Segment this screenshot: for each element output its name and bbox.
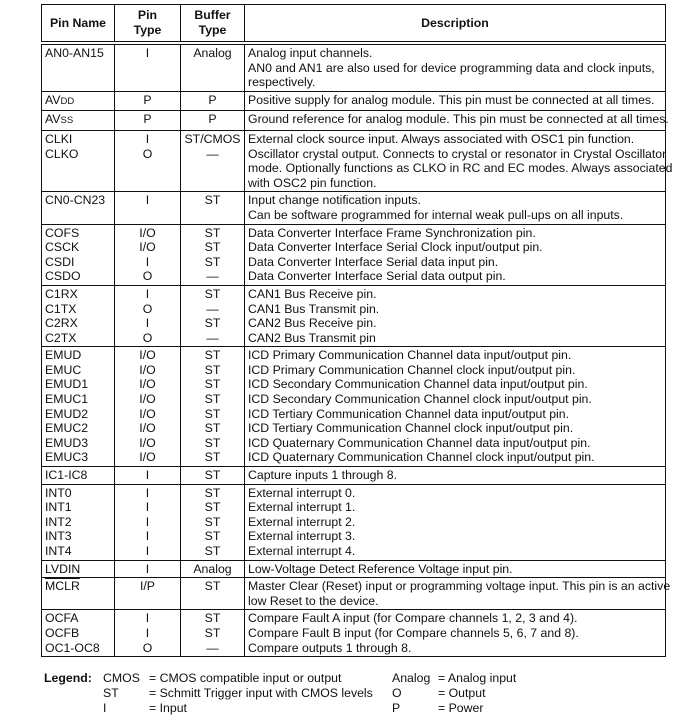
- pin-name: C1RX: [45, 286, 78, 301]
- description-line: CAN2 Bus Transmit pin: [248, 330, 376, 345]
- pin-type-cell: [115, 578, 181, 610]
- pin-type: I: [145, 286, 150, 301]
- pin-type: I/O: [139, 450, 156, 465]
- pin-type: P: [143, 92, 152, 107]
- buffer-type: ST: [204, 225, 221, 240]
- pin-name: EMUD3: [45, 435, 89, 450]
- table-row-group: [42, 610, 666, 657]
- buffer-type-cell: [181, 192, 245, 224]
- table-row-group: [42, 192, 666, 224]
- pin-type: I/O: [139, 392, 156, 407]
- pin-type-cell: [115, 111, 181, 131]
- spacer: [118, 61, 177, 76]
- description-line: Ground reference for analog module. This pin must be connected at all times.: [248, 112, 669, 127]
- buffer-type-cell: [181, 285, 245, 346]
- pin-name: CLKI: [45, 131, 73, 146]
- description-line: ICD Quaternary Communication Channel clock input/output pin.: [248, 450, 595, 465]
- description-line: low Reset to the device.: [248, 593, 379, 608]
- buffer-type: ST: [204, 240, 221, 255]
- legend-value-i: = Input: [149, 701, 187, 715]
- table-row-group: [42, 560, 666, 578]
- table-row-group: [42, 285, 666, 346]
- pin-name-cell: [42, 484, 115, 560]
- legend-value-cmos: = CMOS compatible input or output: [149, 671, 342, 685]
- pin-type: I: [145, 316, 150, 331]
- buffer-type-cell: [181, 610, 245, 657]
- table-row-group: [42, 224, 666, 285]
- description-line: CAN1 Bus Transmit pin.: [248, 301, 380, 316]
- pin-name-cell: [42, 91, 115, 111]
- spacer: [118, 208, 177, 223]
- pin-name: COFS: [45, 225, 80, 240]
- description-cell: [245, 484, 666, 560]
- buffer-type: ST: [204, 544, 221, 558]
- buffer-type-cell: [181, 347, 245, 467]
- description-line: External interrupt 3.: [248, 529, 356, 544]
- table-row-group: [42, 43, 666, 91]
- header-pin-type: Pin Type: [115, 5, 181, 44]
- spacer: [45, 75, 111, 90]
- description-line: Low-Voltage Detect Reference Voltage input pin.: [248, 561, 513, 576]
- description-cell: [245, 224, 666, 285]
- description-line: Compare Fault A input (for Compare channels 1, 2, 3 and 4).: [248, 611, 578, 626]
- description-line: Compare outputs 1 through 8.: [248, 640, 412, 655]
- pin-name-cell: [42, 578, 115, 610]
- description-line: CAN1 Bus Receive pin.: [248, 286, 377, 301]
- pin-name-cell: [42, 192, 115, 224]
- header-pin-name: Pin Name: [42, 5, 115, 44]
- pin-type: I/O: [139, 377, 156, 392]
- buffer-type: ST: [204, 421, 221, 436]
- pin-name: INT2: [45, 514, 72, 529]
- description-cell: [245, 285, 666, 346]
- pin-type-cell: [115, 347, 181, 467]
- pin-name: INT3: [45, 529, 72, 544]
- description-line: mode. Optionally functions as CLKO in RC and EC modes. Always associated: [248, 161, 673, 176]
- description-cell: [245, 91, 666, 111]
- description-line: Can be software programmed for internal weak pull-ups on all inputs.: [248, 207, 624, 222]
- pin-type: I/O: [139, 240, 156, 255]
- pin-name-cell: [42, 467, 115, 485]
- buffer-type: —: [206, 269, 219, 284]
- pin-name: IC1-IC8: [45, 468, 88, 483]
- pin-type: I: [145, 46, 150, 60]
- description-cell: [245, 610, 666, 657]
- spacer: [45, 594, 111, 609]
- pin-type: I: [145, 544, 150, 558]
- buffer-type: P: [208, 112, 217, 127]
- pin-name: EMUD2: [45, 406, 89, 421]
- buffer-type: P: [208, 92, 217, 107]
- buffer-type: ST: [204, 579, 221, 594]
- pin-name: INT1: [45, 500, 72, 515]
- description-line: Data Converter Interface Serial data input pin.: [248, 254, 499, 269]
- pin-name-cell: [42, 610, 115, 657]
- pin-type-cell: [115, 484, 181, 560]
- pin-type: I/P: [139, 579, 156, 594]
- buffer-type-cell: [181, 91, 245, 111]
- buffer-type: —: [206, 640, 219, 655]
- buffer-type: Analog: [193, 561, 232, 576]
- pin-name: C1TX: [45, 301, 77, 316]
- pin-type: I/O: [139, 435, 156, 450]
- pin-name: AN0-AN15: [45, 46, 104, 60]
- header-buffer-type: Buffer Type: [181, 5, 245, 44]
- legend-value-o: = Output: [438, 686, 486, 700]
- legend-label: Legend:: [44, 671, 92, 685]
- buffer-type: ST: [204, 392, 221, 407]
- pin-type: I: [145, 131, 150, 146]
- pin-name: MCLR: [45, 579, 80, 594]
- pin-type-cell: [115, 130, 181, 191]
- pin-type: I: [145, 561, 150, 576]
- pin-name: EMUC2: [45, 421, 89, 436]
- buffer-type: ST: [204, 406, 221, 421]
- description-line: ICD Tertiary Communication Channel clock input/output pin.: [248, 421, 574, 436]
- spacer: [45, 161, 111, 176]
- description-cell: [245, 578, 671, 610]
- pin-type-cell: [115, 560, 181, 578]
- buffer-type: ST: [204, 625, 221, 640]
- description-cell: [245, 43, 666, 91]
- buffer-type: ST: [204, 468, 221, 483]
- pin-type-cell: [115, 467, 181, 485]
- pin-name-cell: [42, 285, 115, 346]
- legend-key-cmos: CMOS: [103, 671, 140, 685]
- buffer-type-cell: [181, 43, 245, 91]
- pin-name: INT0: [45, 485, 72, 500]
- pin-type-cell: [115, 224, 181, 285]
- description-line: ICD Primary Communication Channel clock input/output pin.: [248, 362, 576, 377]
- pin-type: I: [145, 625, 150, 640]
- description-line: respectively.: [248, 75, 316, 90]
- pin-description-table: [41, 4, 673, 657]
- description-line: ICD Primary Communication Channel data input/output pin.: [248, 348, 572, 363]
- pin-name-cell: [42, 130, 115, 191]
- description-cell: [245, 467, 666, 485]
- description-line: AN0 and AN1 are also used for device programming data and clock inputs,: [248, 60, 655, 75]
- buffer-type-cell: [181, 560, 245, 578]
- description-line: External interrupt 0.: [248, 485, 356, 500]
- spacer: [184, 208, 241, 223]
- spacer: [184, 61, 241, 76]
- legend-key-analog: Analog: [392, 671, 431, 685]
- description-cell: [245, 347, 666, 467]
- pin-type: I/O: [139, 362, 156, 377]
- spacer: [45, 176, 111, 191]
- pin-type: I/O: [139, 421, 156, 436]
- description-line: Data Converter Interface Serial Clock input/output pin.: [248, 240, 543, 255]
- pin-type: I/O: [139, 225, 156, 240]
- pin-name-cell: [42, 111, 115, 131]
- pin-name: OCFA: [45, 611, 79, 626]
- pin-name: CSCK: [45, 240, 80, 255]
- description-line: ICD Secondary Communication Channel data input/output pin.: [248, 377, 588, 392]
- pin-type-cell: [115, 192, 181, 224]
- pin-name: CLKO: [45, 146, 79, 161]
- pin-name-subscript: DD: [60, 95, 75, 107]
- pin-name: EMUC: [45, 362, 82, 377]
- buffer-type: ST: [204, 254, 221, 269]
- pin-name: OCFB: [45, 625, 80, 640]
- pin-type: O: [142, 330, 153, 345]
- pin-type: O: [142, 146, 153, 161]
- description-line: Capture inputs 1 through 8.: [248, 468, 398, 483]
- legend-key-o: O: [392, 686, 402, 700]
- buffer-type: ST: [204, 514, 221, 529]
- pin-name: EMUD: [45, 348, 82, 363]
- spacer: [118, 161, 177, 176]
- spacer: [184, 161, 241, 176]
- description-cell: [245, 560, 666, 578]
- pin-name-main: AV: [45, 112, 61, 127]
- spacer: [45, 208, 111, 223]
- pin-name: EMUD1: [45, 377, 89, 392]
- table-row-group: [42, 467, 666, 485]
- legend-value-st: = Schmitt Trigger input with CMOS levels: [149, 686, 373, 700]
- pin-type: P: [143, 112, 152, 127]
- description-line: Analog input channels.: [248, 46, 373, 60]
- pin-name: INT4: [45, 544, 72, 558]
- pin-name-main: AV: [45, 92, 61, 107]
- pin-type: I: [145, 529, 150, 544]
- pin-name: C2TX: [45, 330, 77, 345]
- pin-name: [45, 93, 111, 110]
- buffer-type: —: [206, 146, 219, 161]
- table-row-group: [42, 578, 666, 610]
- pin-type: O: [142, 269, 153, 284]
- pin-name-cell: [42, 347, 115, 467]
- table-row-group: [42, 111, 666, 131]
- buffer-type-cell: [181, 578, 245, 610]
- description-line: ICD Quaternary Communication Channel data input/output pin.: [248, 435, 591, 450]
- pin-name-cell: [42, 224, 115, 285]
- pin-type: I: [145, 254, 150, 269]
- description-line: ICD Tertiary Communication Channel data input/output pin.: [248, 406, 570, 421]
- header-description: Description: [245, 5, 666, 44]
- description-line: External interrupt 1.: [248, 500, 356, 515]
- buffer-type: ST: [204, 450, 221, 465]
- pin-type: I: [145, 468, 150, 483]
- description-line: Oscillator crystal output. Connects to crystal or resonator in Crystal Oscillator: [248, 146, 667, 161]
- pin-name: CSDO: [45, 269, 81, 284]
- spacer: [118, 176, 177, 191]
- pin-type-cell: [115, 91, 181, 111]
- buffer-type-cell: [181, 224, 245, 285]
- pin-name-subscript: SS: [60, 115, 74, 127]
- pin-type: O: [142, 301, 153, 316]
- pin-name: [45, 112, 111, 129]
- pin-type: I: [145, 514, 150, 529]
- description-line: with OSC2 pin function.: [248, 175, 377, 190]
- buffer-type: ST: [204, 193, 221, 208]
- description-line: Data Converter Interface Frame Synchronization pin.: [248, 225, 536, 240]
- buffer-type: ST: [204, 348, 221, 363]
- spacer: [184, 176, 241, 191]
- pin-type: I: [145, 193, 150, 208]
- legend-key-st: ST: [103, 686, 119, 700]
- spacer: [45, 61, 111, 76]
- pin-type: I: [145, 611, 150, 626]
- description-line: ICD Secondary Communication Channel clock input/output pin.: [248, 392, 592, 407]
- description-line: External interrupt 4.: [248, 544, 356, 558]
- pin-name-cell: [42, 43, 115, 91]
- spacer: [118, 75, 177, 90]
- table-row-group: [42, 347, 666, 467]
- pin-type: O: [142, 640, 153, 655]
- pin-name: CSDI: [45, 254, 75, 269]
- pin-name: EMUC1: [45, 392, 89, 407]
- table-row-group: [42, 91, 666, 111]
- buffer-type: ST: [204, 362, 221, 377]
- description-line: Master Clear (Reset) input or programming voltage input. This pin is an active: [248, 579, 671, 594]
- buffer-type: ST: [204, 377, 221, 392]
- legend-value-analog: = Analog input: [438, 671, 517, 685]
- buffer-type-cell: [181, 484, 245, 560]
- description-line: Data Converter Interface Serial data output pin.: [248, 269, 506, 284]
- pin-name: LVDIN: [45, 561, 81, 576]
- description-line: Positive supply for analog module. This pin must be connected at all times.: [248, 92, 655, 107]
- buffer-type: ST: [204, 529, 221, 544]
- pin-name-cell: [42, 560, 115, 578]
- table-row-group: [42, 484, 666, 560]
- buffer-type: ST: [204, 485, 221, 500]
- buffer-type-cell: [181, 111, 245, 131]
- description-line: Compare Fault B input (for Compare channels 5, 6, 7 and 8).: [248, 625, 579, 640]
- legend-key-i: I: [103, 701, 107, 715]
- pin-type: I/O: [139, 348, 156, 363]
- buffer-type: Analog: [193, 46, 232, 60]
- table-row-group: [42, 130, 666, 191]
- buffer-type: —: [206, 330, 219, 345]
- description-line: External clock source input. Always associated with OSC1 pin function.: [248, 131, 635, 146]
- description-cell: [245, 130, 673, 191]
- buffer-type-cell: [181, 130, 245, 191]
- description-line: Input change notification inputs.: [248, 193, 421, 208]
- spacer: [184, 75, 241, 90]
- description-cell: [245, 192, 666, 224]
- pin-name: C2RX: [45, 316, 78, 331]
- pin-type: I: [145, 500, 150, 515]
- pin-name: EMUC3: [45, 450, 89, 465]
- table-header-row: [42, 5, 666, 44]
- description-line: External interrupt 2.: [248, 514, 356, 529]
- pin-type: I: [145, 485, 150, 500]
- pin-name: CN0-CN23: [45, 193, 106, 208]
- pin-name: OC1-OC8: [45, 640, 100, 655]
- buffer-type: ST: [204, 611, 221, 626]
- pin-type-cell: [115, 285, 181, 346]
- description-line: CAN2 Bus Receive pin.: [248, 316, 377, 331]
- legend-key-p: P: [392, 701, 401, 715]
- spacer: [118, 594, 177, 609]
- buffer-type: —: [206, 301, 219, 316]
- buffer-type: ST/CMOS: [184, 131, 241, 146]
- buffer-type-cell: [181, 467, 245, 485]
- pin-type-cell: [115, 43, 181, 91]
- buffer-type: ST: [204, 316, 221, 331]
- buffer-type: ST: [204, 286, 221, 301]
- buffer-type: ST: [204, 435, 221, 450]
- pin-type-cell: [115, 610, 181, 657]
- legend-value-p: = Power: [438, 701, 484, 715]
- spacer: [184, 594, 241, 609]
- buffer-type: ST: [204, 500, 221, 515]
- description-cell: [245, 111, 669, 131]
- pin-type: I/O: [139, 406, 156, 421]
